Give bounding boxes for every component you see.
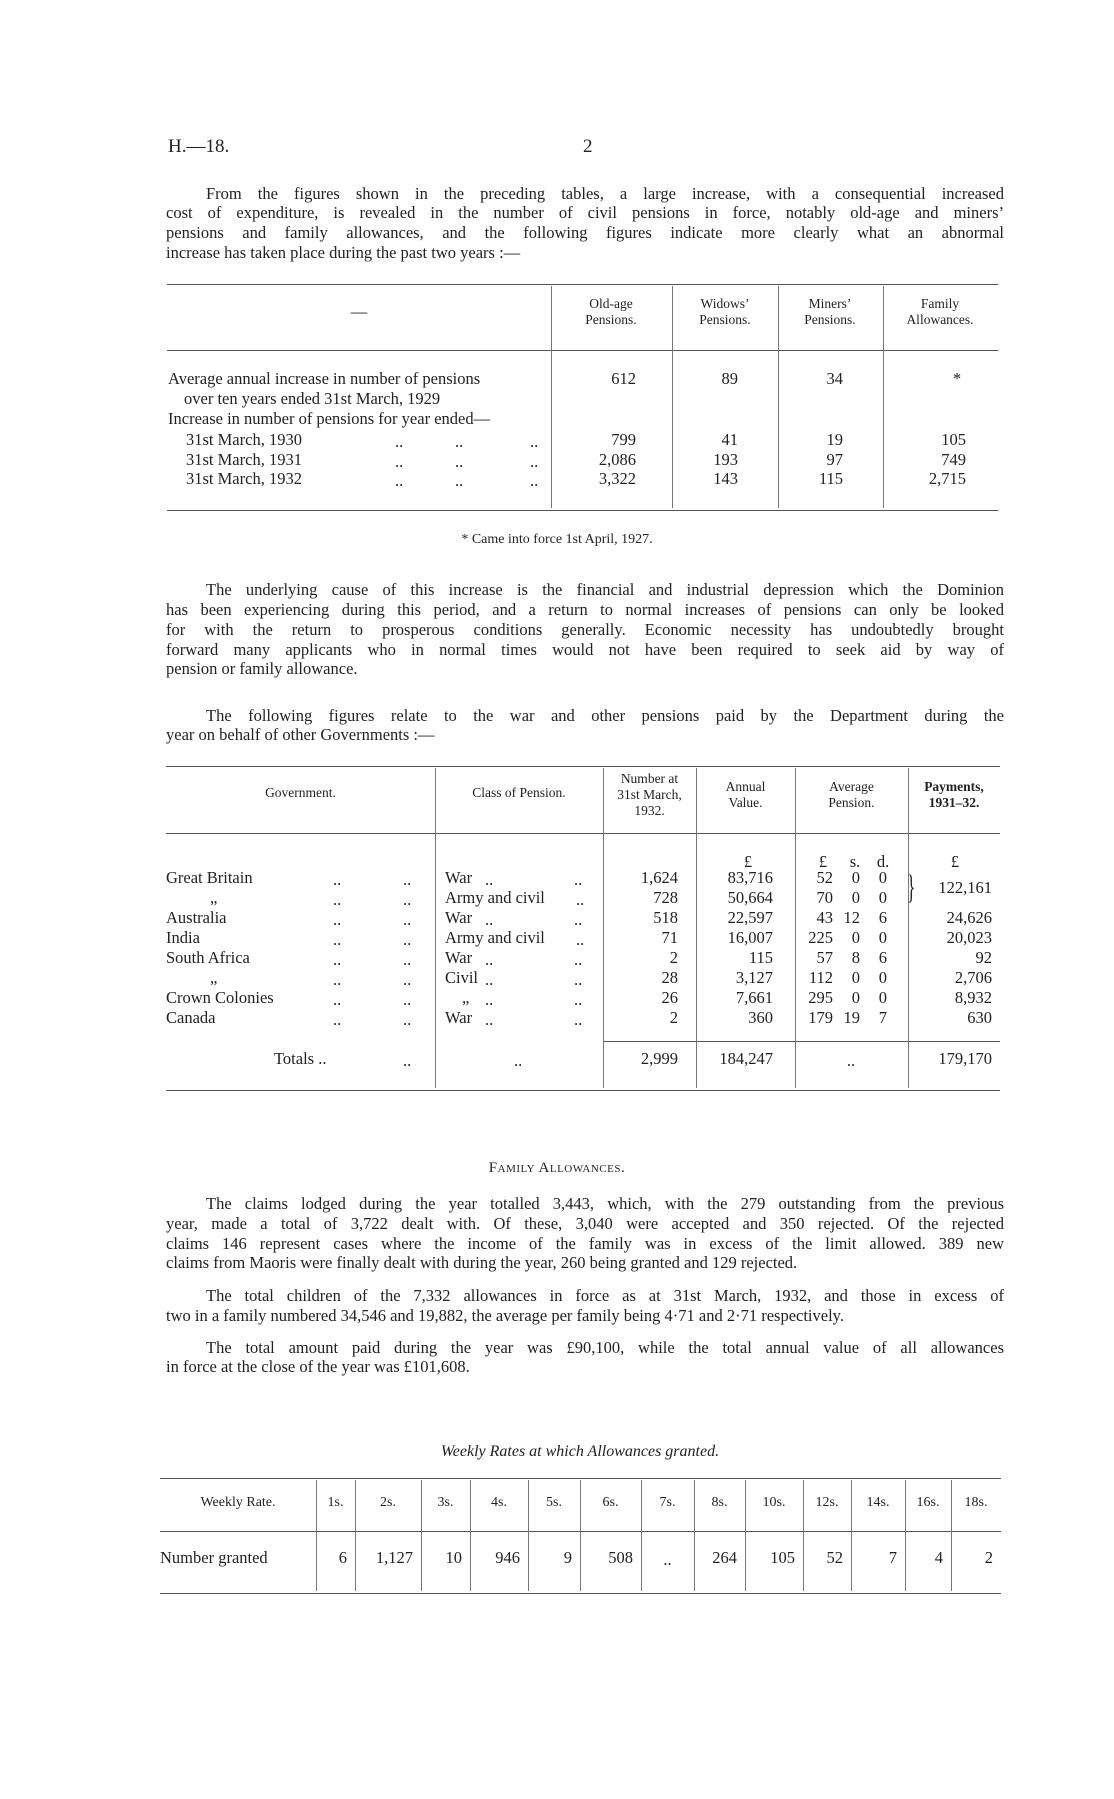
weekly-rate-header: 4s.: [491, 1495, 507, 1510]
leader-dots: ..: [403, 910, 412, 929]
table-cell: 41: [721, 430, 738, 449]
number-cell: 2: [669, 948, 678, 967]
unit-label: £: [950, 852, 960, 871]
table-top-rule: [166, 766, 1000, 767]
number-granted-cell: 508: [608, 1548, 633, 1567]
government-name: Australia: [166, 908, 227, 927]
column-header-annual: Annual Value.: [725, 779, 766, 810]
government-name: „: [210, 968, 218, 987]
table-cell: 89: [721, 369, 738, 388]
leader-dots: ..: [403, 950, 412, 969]
leader-dots: ..: [530, 471, 539, 490]
payments-cell: 8,932: [954, 988, 992, 1007]
number-granted-cell: 4: [934, 1548, 943, 1567]
document-reference: H.—18.: [168, 136, 230, 157]
table-cell: 612: [611, 369, 636, 388]
table-cell: 105: [941, 430, 966, 449]
table-cell: 115: [818, 469, 843, 488]
average-pounds-cell: 179: [808, 1008, 833, 1027]
payments-cell: 20,023: [946, 928, 992, 947]
weekly-rate-header: 16s.: [916, 1495, 940, 1510]
brace-icon: }: [907, 869, 916, 906]
number-granted-cell: 10: [445, 1548, 462, 1567]
average-pounds-cell: 52: [816, 868, 833, 887]
number-cell: 28: [661, 968, 678, 987]
payments-cell: 122,161: [938, 878, 992, 897]
pension-class: Army and civil: [445, 888, 545, 907]
number-granted-cell: 52: [826, 1548, 843, 1567]
leader-dots: ..: [333, 870, 342, 889]
number-granted-cell: ..: [663, 1550, 672, 1569]
totals-number: 2,999: [640, 1049, 678, 1068]
payments-cell: 92: [975, 948, 992, 967]
average-pence-cell: 0: [878, 888, 887, 907]
family-claims-paragraph-line: The claims lodged during the year totalled 3,443, which, with the 279 outstanding from the previous: [206, 1194, 1004, 1213]
column-header-average: Average Pension.: [828, 779, 875, 810]
weekly-rate-header: 8s.: [711, 1495, 728, 1510]
leader-dots: ..: [574, 870, 583, 889]
table-header-rule: [167, 350, 998, 351]
number-granted-cell: 9: [563, 1548, 572, 1567]
weekly-rates-title: Weekly Rates at which Allowances granted.: [440, 1443, 720, 1460]
weekly-rate-header: 12s.: [815, 1495, 839, 1510]
cause-paragraph-line: has been experiencing during this period, and a return to normal increases of pensions can only be looked: [166, 600, 1004, 619]
payments-cell: 2,706: [954, 968, 992, 987]
unit-label: £: [818, 852, 828, 871]
average-pounds-cell: 295: [808, 988, 833, 1007]
totals-payments: 179,170: [938, 1049, 992, 1068]
leader-dots: ..: [574, 1010, 583, 1029]
number-granted-cell: 105: [770, 1548, 795, 1567]
cause-paragraph-line: forward many applicants who in normal times would not have been required to seek aid by way of: [166, 640, 1004, 659]
cause-paragraph-line: for with the return to prosperous conditions generally. Economic necessity has undoubtedly brought: [166, 620, 1004, 639]
leader-dots: ..: [576, 890, 585, 909]
leader-dots: ..: [395, 451, 404, 471]
average-pence-cell: 6: [878, 908, 887, 927]
average-shillings-cell: 8: [851, 948, 860, 967]
table-top-rule: [160, 1478, 1001, 1479]
leader-dots: ..: [403, 870, 412, 889]
weekly-rate-header: 7s.: [659, 1495, 676, 1510]
leader-dots: ..: [574, 990, 583, 1009]
leader-dots: ..: [574, 950, 583, 969]
table-cell: 2,086: [598, 449, 636, 469]
average-shillings-cell: 12: [843, 908, 860, 927]
leader-dots: ..: [333, 950, 342, 969]
table-header-rule: [166, 833, 1000, 834]
annual-value-cell: 16,007: [727, 928, 773, 947]
row-label: Increase in number of pensions for year ended—: [168, 409, 491, 428]
table-bottom-rule: [166, 1090, 1000, 1091]
number-cell: 2: [669, 1008, 678, 1027]
average-pounds-cell: 70: [816, 888, 833, 907]
table-footnote: * Came into force 1st April, 1927.: [461, 532, 653, 547]
number-granted-cell: 2: [984, 1548, 993, 1567]
average-shillings-cell: 0: [851, 888, 860, 907]
family-amount-paragraph-line: The total amount paid during the year was £90,100, while the total annual value of all allowances: [206, 1338, 1004, 1357]
stub-header: —: [350, 302, 368, 321]
pension-class: Army and civil: [445, 928, 545, 947]
weekly-rate-header: 3s.: [437, 1495, 454, 1510]
number-granted-cell: 264: [712, 1548, 737, 1567]
leader-dots: ..: [574, 970, 583, 989]
government-name: Great Britain: [166, 868, 253, 887]
leader-dots: ..: [485, 970, 494, 989]
row-label: Average annual increase in number of pensions: [168, 369, 481, 388]
column-header: Miners’ Pensions.: [804, 296, 856, 327]
leader-dots: ..: [395, 471, 404, 490]
payments-cell: 630: [967, 1008, 992, 1027]
pension-class: Civil: [445, 968, 479, 987]
unit-label: £: [743, 852, 753, 871]
table-bottom-rule: [167, 510, 998, 511]
number-granted-cell: 7: [888, 1548, 897, 1567]
totals-label: Totals ..: [274, 1049, 327, 1068]
weekly-rate-header: 18s.: [964, 1495, 988, 1510]
weekly-rate-header: 2s.: [380, 1495, 396, 1510]
leader-dots: ..: [455, 471, 464, 490]
table-cell: 193: [713, 449, 738, 469]
annual-value-cell: 115: [748, 948, 773, 967]
family-claims-paragraph-line: claims 146 represent cases where the income of the family was in excess of the limit allowed. 389 new: [166, 1234, 1004, 1253]
column-header: Widows’ Pensions.: [699, 296, 751, 327]
leader-dots: ..: [403, 930, 412, 949]
annual-value-cell: 360: [748, 1008, 773, 1027]
family-claims-paragraph-line: year, made a total of 3,722 dealt with. Of these, 3,040 were accepted and 350 rejected. Of the rejected: [166, 1214, 1004, 1233]
government-name: South Africa: [166, 948, 250, 967]
leader-dots: ..: [530, 451, 539, 471]
row-label: over ten years ended 31st March, 1929: [184, 389, 441, 408]
table-cell: 143: [713, 469, 738, 488]
leader-dots: ..: [403, 1010, 412, 1029]
average-shillings-cell: 0: [851, 928, 860, 947]
table-cell: 34: [826, 369, 843, 388]
average-pence-cell: 0: [878, 868, 887, 887]
section-heading-family-allowances: Family Allowances.: [488, 1160, 626, 1176]
leader-dots: ..: [333, 890, 342, 909]
column-header-government: Government.: [265, 785, 336, 800]
leader-dots: ..: [485, 990, 494, 1009]
unit-label: s.: [849, 852, 861, 871]
annual-value-cell: 83,716: [727, 868, 773, 887]
number-cell: 71: [661, 928, 678, 947]
average-shillings-cell: 19: [843, 1008, 860, 1027]
family-amount-paragraph-line: in force at the close of the year was £101,608.: [166, 1357, 470, 1376]
number-granted-cell: 1,127: [375, 1548, 413, 1567]
page-number: 2: [583, 136, 593, 157]
cause-paragraph-line: pension or family allowance.: [166, 659, 358, 678]
average-pounds-cell: 112: [808, 968, 833, 987]
average-pence-cell: 6: [878, 948, 887, 967]
annual-value-cell: 50,664: [727, 888, 773, 907]
weekly-rate-header: 6s.: [602, 1495, 619, 1510]
cause-paragraph-line: The underlying cause of this increase is the financial and industrial depression which the Dominion: [206, 580, 1004, 599]
leader-dots: ..: [403, 1051, 412, 1070]
number-cell: 518: [653, 908, 678, 927]
leader-dots: ..: [333, 1010, 342, 1029]
column-header: Old-age Pensions.: [585, 296, 637, 327]
annual-value-cell: 3,127: [735, 968, 773, 987]
other-governments-paragraph-line: year on behalf of other Governments :—: [166, 725, 435, 744]
table-top-rule: [167, 284, 998, 285]
leader-dots: ..: [485, 910, 494, 929]
average-pounds-cell: 57: [816, 948, 833, 967]
average-pounds-cell: 225: [808, 928, 833, 947]
number-granted-cell: 946: [495, 1548, 520, 1567]
leader-dots: ..: [333, 970, 342, 989]
leader-dots: ..: [455, 432, 464, 451]
annual-value-cell: 7,661: [735, 988, 773, 1007]
totals-average: ..: [846, 1051, 856, 1070]
family-children-paragraph-line: two in a family numbered 34,546 and 19,882, the average per family being 4·71 and 2·71 respectively.: [166, 1306, 844, 1325]
column-header-number: Number at 31st March, 1932.: [617, 771, 682, 818]
column-divider: [435, 768, 436, 1088]
leader-dots: ..: [530, 432, 539, 451]
leader-dots: ..: [333, 910, 342, 929]
table-cell: 799: [611, 430, 636, 449]
government-name: „: [210, 888, 218, 907]
average-pence-cell: 0: [878, 968, 887, 987]
row-label-number-granted: Number granted: [160, 1548, 268, 1567]
weekly-rate-header: 10s.: [762, 1495, 786, 1510]
government-name: Crown Colonies: [166, 988, 274, 1007]
average-shillings-cell: 0: [851, 868, 860, 887]
row-label: 31st March, 1932: [186, 469, 302, 488]
weekly-rate-header: 14s.: [866, 1495, 890, 1510]
other-governments-paragraph-line: The following figures relate to the war and other pensions paid by the Department during the: [206, 706, 1004, 725]
average-pence-cell: 0: [878, 988, 887, 1007]
leader-dots: ..: [333, 930, 342, 949]
average-pence-cell: 7: [878, 1008, 887, 1027]
leader-dots: ..: [455, 451, 464, 471]
table-cell: 2,715: [928, 469, 966, 488]
weekly-rate-header: 5s.: [546, 1495, 562, 1510]
table-cell: 3,322: [598, 469, 636, 488]
family-claims-paragraph-line: claims from Maoris were finally dealt with during the year, 260 being granted and 129 rejected.: [166, 1253, 798, 1272]
table-cell: 97: [826, 449, 843, 469]
column-header-class: Class of Pension.: [472, 785, 566, 800]
leader-dots: ..: [576, 930, 585, 949]
average-shillings-cell: 0: [851, 968, 860, 987]
pension-class: War: [445, 908, 473, 927]
column-header: Family Allowances.: [906, 296, 974, 327]
leader-dots: ..: [395, 432, 404, 451]
unit-label: d.: [876, 852, 890, 871]
number-granted-cell: 6: [338, 1548, 347, 1567]
annual-value-cell: 22,597: [727, 908, 773, 927]
row-label: 31st March, 1931: [186, 449, 302, 469]
intro-paragraph-line: pensions and family allowances, and the following figures indicate more clearly what an abnormal: [166, 223, 1004, 242]
pension-class: War: [445, 868, 473, 887]
pension-class: War: [445, 948, 473, 967]
average-pounds-cell: 43: [816, 908, 833, 927]
totals-annual: 184,247: [719, 1049, 773, 1068]
average-pence-cell: 0: [878, 928, 887, 947]
pension-class: „: [462, 988, 470, 1007]
leader-dots: ..: [514, 1051, 523, 1070]
number-cell: 26: [661, 988, 678, 1007]
intro-paragraph-line: increase has taken place during the past two years :—: [166, 243, 521, 262]
table-cell: 19: [826, 430, 843, 449]
government-name: India: [166, 928, 200, 947]
row-label: 31st March, 1930: [186, 430, 302, 449]
payments-cell: 24,626: [946, 908, 992, 927]
leader-dots: ..: [485, 950, 494, 969]
intro-paragraph-line: cost of expenditure, is revealed in the number of civil pensions in force, notably old-age and miners’: [166, 203, 1004, 222]
leader-dots: ..: [403, 990, 412, 1009]
leader-dots: ..: [403, 970, 412, 989]
table-cell: *: [952, 369, 962, 388]
pension-class: War: [445, 1008, 473, 1027]
leader-dots: ..: [574, 910, 583, 929]
average-shillings-cell: 0: [851, 988, 860, 1007]
weekly-rate-header: 1s.: [327, 1495, 344, 1510]
table-cell: 749: [941, 449, 966, 469]
family-children-paragraph-line: The total children of the 7,332 allowances in force as at 31st March, 1932, and those in excess of: [206, 1286, 1004, 1305]
column-header-payments: Payments, 1931–32.: [924, 779, 984, 810]
number-cell: 728: [653, 888, 678, 907]
leader-dots: ..: [333, 990, 342, 1009]
leader-dots: ..: [403, 890, 412, 909]
government-name: Canada: [166, 1008, 216, 1027]
leader-dots: ..: [485, 1010, 494, 1029]
table-bottom-rule: [160, 1593, 1001, 1594]
row-label-weekly-rate: Weekly Rate.: [200, 1495, 276, 1510]
leader-dots: ..: [485, 870, 494, 889]
totals-rule: [603, 1041, 1000, 1042]
intro-paragraph-line: From the figures shown in the preceding tables, a large increase, with a consequential increased: [206, 184, 1004, 203]
number-cell: 1,624: [640, 868, 678, 887]
